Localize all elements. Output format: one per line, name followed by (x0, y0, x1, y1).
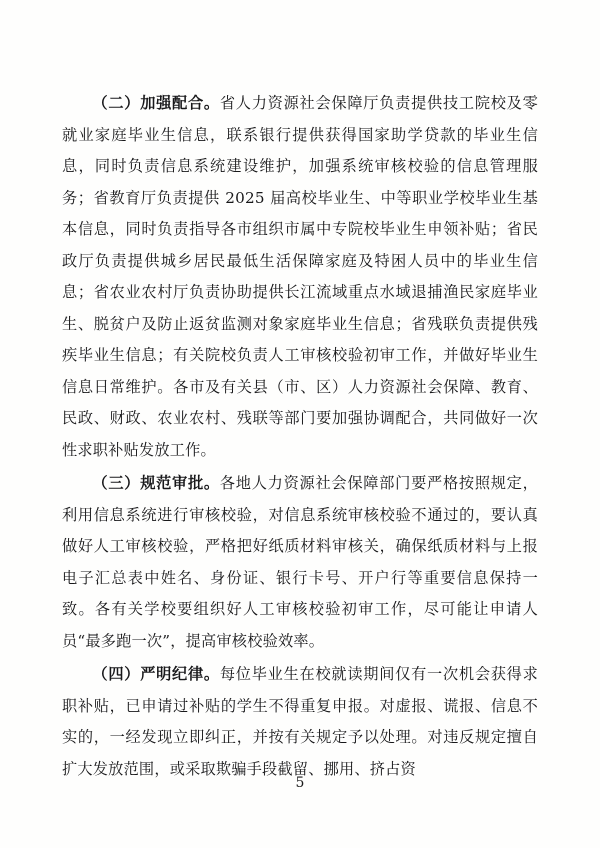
paragraph-4-lead: （四）严明纪律。 (92, 665, 220, 683)
page-number: 5 (295, 775, 305, 791)
paragraph-4 (62, 659, 538, 785)
paragraph-3-lead: （三）规范审批。 (92, 474, 220, 492)
paragraph-3 (62, 468, 538, 657)
paragraph-4-text: 每位毕业生在校就读期间仅有一次机会获得求职补贴，已申请过补贴的学生不得重复申报。对虚报、谎报、信息不实的，一经发现立即纠正，并按有关规定予以处理。对违反规定擅自扩大发放范围，或采取欺骗手段截留、挪用、挤占资 (62, 665, 539, 778)
document-body (62, 88, 538, 785)
paragraph-2-lead: （二）加强配合。 (92, 94, 220, 112)
paragraph-2-text: 省人力资源社会保障厅负责提供技工院校及零就业家庭毕业生信息，联系银行提供获得国家助学贷款的毕业生信息，同时负责信息系统建设维护，加强系统审核校验的信息管理服务；省教育厅负责提供 2025 届高校毕业生、中等职业学校毕业生基本信息，同时负责指导各市组织市属中专院校毕业生申领补贴；省民政厅负责提供城乡居民最低生活保障家庭及特困人员中的毕业生信息；省农业农村厅负责协助提供长江流域重点水域退捕渔民家庭毕业生、脱贫户及防止返贫监测对象家庭毕业生信息；省残联负责提供残疾毕业生信息；有关院校负责人工审核校验初审工作，并做好毕业生信息日常维护。各市及有关县（市、区）人力资源社会保障、教育、民政、财政、农业农村、残联等部门要加强协调配合，共同做好一次性求职补贴发放工作。 (62, 94, 539, 459)
paragraph-2 (62, 88, 538, 466)
paragraph-3-text: 各地人力资源社会保障部门要严格按照规定，利用信息系统进行审核校验，对信息系统审核校验不通过的，要认真做好人工审核校验，严格把好纸质材料审核关，确保纸质材料与上报电子汇总表中姓名、身份证、银行卡号、开户行等重要信息保持一致。各有关学校要组织好人工审核校验初审工作，尽可能让申请人员“最多跑一次”，提高审核校验效率。 (62, 474, 539, 650)
